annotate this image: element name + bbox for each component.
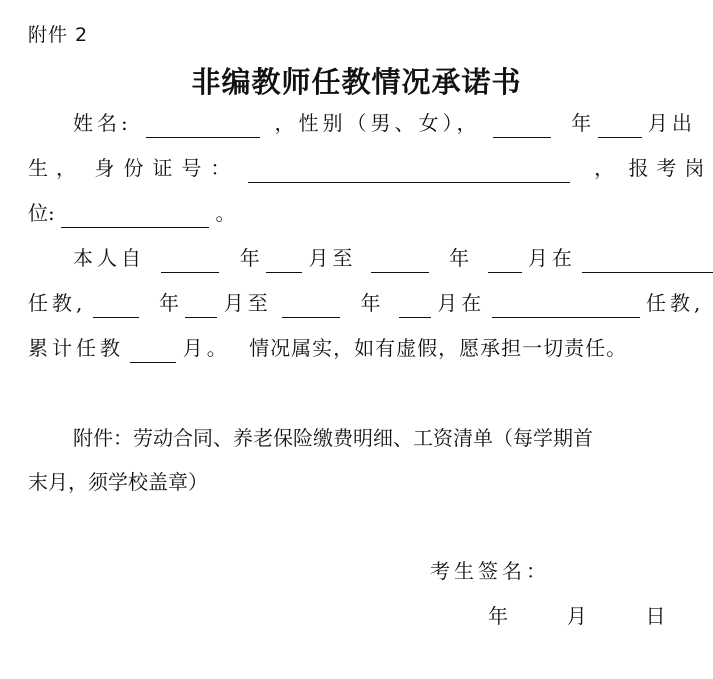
period1-end-year-label: 年 [449,246,470,270]
period2-end-year-label: 年 [360,291,381,315]
attachment-label: 附件 2 [28,24,89,46]
teach1-label: 任教, [28,291,87,315]
paragraph1-line1 [73,108,696,138]
period2-start-year-label: 年 [159,291,180,315]
statement-text: 情况属实，如有虚假，愿承担一切责任。 [249,336,628,360]
total-months-blank[interactable] [130,338,176,363]
signature-year-label: 年 [488,604,508,628]
period2-school-blank[interactable] [492,293,640,318]
birth-month-blank[interactable] [598,113,642,138]
signature-day-label: 日 [645,604,666,628]
position-label: 位: [28,201,55,225]
position-blank[interactable] [61,203,209,228]
period1-start-year-blank[interactable] [161,248,219,273]
birth-month-label: 月出 [647,111,696,135]
paragraph1-line2 [28,153,712,183]
birth-year-label: 年 [571,111,592,135]
id-label: 身份证号： [94,156,240,180]
period1-school-blank[interactable] [582,248,713,273]
period1-end-year-blank[interactable] [371,248,429,273]
attachment-note-line2: 末月，须学校盖章） [28,470,208,494]
signature-label: 考生签名： [430,559,550,583]
period1-start-month-blank[interactable] [266,248,302,273]
position-end: 。 [215,201,236,225]
birth-tail: 生， [28,156,84,180]
period1-end-month-blank[interactable] [488,248,522,273]
signature-date [488,601,665,631]
period2-start-year-blank[interactable] [93,293,139,318]
attachment-note-line1: 附件：劳动合同、养老保险缴费明细、工资清单（每学期首 [73,426,593,450]
gender-label: ，性别（男、女）， [274,111,481,135]
teach2-label: 任教, [645,291,705,315]
id-separator: ， [594,156,615,180]
from-label: 本人自 [73,246,145,270]
total-label: 累计任教 [28,336,124,360]
period1-start-year-label: 年 [239,246,260,270]
birth-year-blank[interactable] [493,113,551,138]
id-number-blank[interactable] [248,158,570,183]
period2-month-to-label: 月至 [223,291,272,315]
signature-month-label: 月 [566,604,587,628]
name-blank[interactable] [146,113,260,138]
period1-month-to-label: 月至 [308,246,357,270]
period2-month-at-label: 月在 [437,291,486,315]
period1-month-at-label: 月在 [527,246,576,270]
period2-start-month-blank[interactable] [185,293,217,318]
apply-label: 报考岗 [628,156,713,180]
paragraph2-line1 [73,243,713,273]
paragraph2-line2 [28,288,704,318]
period2-end-year-blank[interactable] [282,293,340,318]
paragraph2-line3 [28,333,627,363]
document-title: 非编教师任教情况承诺书 [191,65,522,99]
name-label: 姓名: [73,111,132,135]
months-label: 月。 [182,336,231,360]
paragraph1-line3 [28,198,235,228]
period2-end-month-blank[interactable] [399,293,431,318]
